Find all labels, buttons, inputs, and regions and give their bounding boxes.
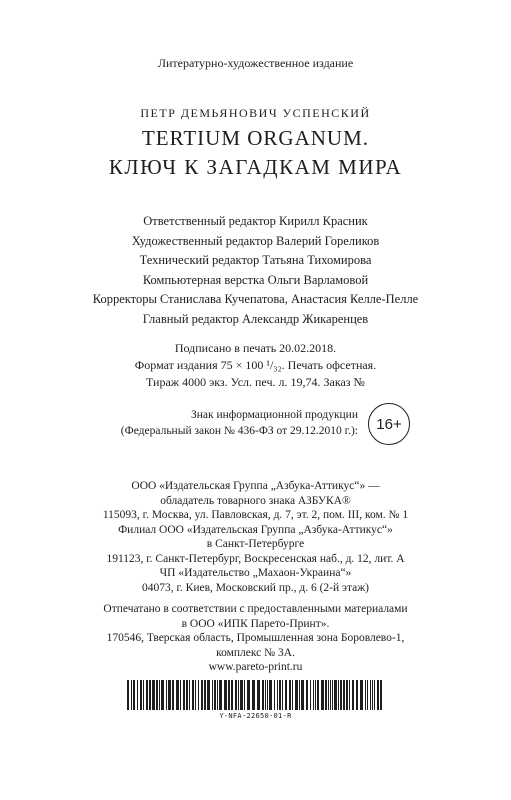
editorial-credits bbox=[0, 212, 511, 310]
barcode-image bbox=[127, 680, 385, 710]
printer-line: в ООО «ИПК Парето-Принт». bbox=[181, 617, 330, 630]
book-title-line-1: TERTIUM ORGANUM. bbox=[141, 126, 370, 150]
publisher-line: ЧП «Издательство „Махаон-Украина“» bbox=[159, 567, 352, 579]
edition-format: Формат издания 75 × 100 ¹/₃₂. Печать офсетная. bbox=[134, 358, 377, 372]
book-title-line-2: КЛЮЧ К ЗАГАДКАМ МИРА bbox=[108, 155, 403, 179]
credit-line: Технический редактор Татьяна Тихомирова bbox=[139, 253, 372, 267]
info-sign-line-2: (Федеральный закон № 436-ФЗ от 29.12.2010 г.): bbox=[120, 425, 358, 437]
credit-line: Художественный редактор Валерий Гореликов bbox=[131, 233, 380, 248]
age-rating-badge: 16+ bbox=[368, 403, 410, 445]
author-name: ПЕТР ДЕМЬЯНОВИЧ УСПЕНСКИЙ bbox=[140, 106, 371, 120]
publisher-info bbox=[0, 479, 511, 595]
printer-info bbox=[0, 602, 511, 675]
publisher-line: в Санкт-Петербурге bbox=[206, 538, 305, 550]
credit-line: Ответственный редактор Кирилл Красник bbox=[143, 214, 368, 228]
publisher-line: 115093, г. Москва, ул. Павловская, д. 7, эт. 2, пом. III, ком. № 1 bbox=[102, 509, 409, 521]
publisher-line: ООО «Издательская Группа „Азбука-Аттикус“» — bbox=[131, 480, 380, 492]
printer-line: комплекс № 3А. bbox=[216, 646, 295, 659]
printer-line: 170546, Тверская область, Промышленная зона Боровлево-1, bbox=[106, 632, 405, 644]
info-sign-line-1: Знак информационной продукции bbox=[191, 409, 358, 421]
publisher-line: 191123, г. Санкт-Петербург, Воскресенская наб., д. 12, лит. А bbox=[106, 552, 405, 565]
publisher-line: 04073, г. Киев, Московский пр., д. 6 (2-й этаж) bbox=[141, 581, 370, 594]
printer-line: Отпечатано в соответствии с предоставленными материалами bbox=[103, 603, 408, 615]
info-product-sign bbox=[96, 407, 358, 439]
print-run: Тираж 4000 экз. Усл. печ. л. 19,74. Заказ № bbox=[146, 375, 365, 389]
print-info bbox=[0, 340, 511, 391]
signed-date: Подписано в печать 20.02.2018. bbox=[174, 341, 337, 355]
edition-type: Литературно-художественное издание bbox=[157, 56, 354, 70]
printer-line: www.pareto-print.ru bbox=[208, 661, 303, 673]
credit-line: Компьютерная верстка Ольги Варламовой bbox=[142, 272, 369, 287]
publisher-line: обладатель товарного знака АЗБУКА® bbox=[160, 494, 351, 507]
credit-line: Корректоры Станислава Кучепатова, Анастасия Келле-Пелле bbox=[92, 292, 419, 306]
barcode-code: Y-NFA-22650-01-R bbox=[219, 712, 292, 720]
chief-editor: Главный редактор Александр Жикаренцев bbox=[142, 312, 369, 326]
publisher-line: Филиал ООО «Издательская Группа „Азбука-Аттикус“» bbox=[118, 523, 393, 536]
